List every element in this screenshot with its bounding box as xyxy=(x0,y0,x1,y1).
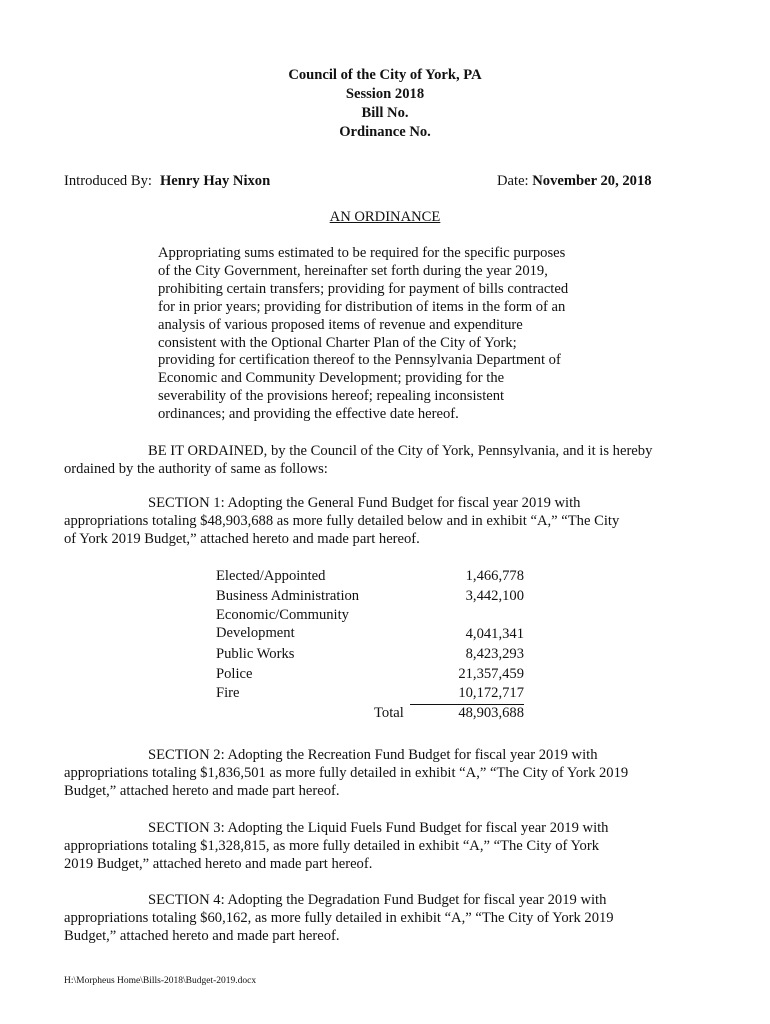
ordinance-number-line: Ordinance No. xyxy=(339,124,431,140)
budget-row xyxy=(214,606,524,645)
total-label: Total xyxy=(374,704,404,721)
budget-row xyxy=(214,567,524,587)
section-4-paragraph: SECTION 4: Adopting the Degradation Fund Budget for fiscal year 2019 with appropriations totaling $60,162, as more fully detailed in exhibit “A,” “The City of York 2019 Budget,” attached hereto and made part hereof. xyxy=(64,892,614,944)
budget-value: 1,466,778 xyxy=(465,568,524,584)
council-title: Council of the City of York, PA xyxy=(288,67,482,83)
ordinance-title: AN ORDINANCE xyxy=(329,209,441,225)
date-line xyxy=(497,172,652,190)
purpose-line: for in prior years; providing for distribution of items in the form of an xyxy=(158,298,566,315)
purpose-line: severability of the provisions hereof; repealing inconsistent xyxy=(158,388,505,405)
budget-row xyxy=(214,684,524,704)
purpose-paragraph xyxy=(158,245,598,424)
section-2-paragraph: SECTION 2: Adopting the Recreation Fund Budget for fiscal year 2019 with appropriations totaling $1,836,501 as more fully detailed in exhibit “A,” “The City of York 2019 Budget,” attached hereto and made part hereof. xyxy=(64,747,629,799)
budget-value: 8,423,293 xyxy=(465,646,524,663)
purpose-line: of the City Government, hereinafter set forth during the year 2019, xyxy=(158,262,548,279)
purpose-line: providing for certification thereof to the Pennsylvania Department of xyxy=(158,352,561,369)
budget-row xyxy=(214,665,524,685)
budget-value: 3,442,100 xyxy=(465,587,524,604)
budget-label: Economic/Community xyxy=(216,607,349,624)
ordained-paragraph: BE IT ORDAINED, by the Council of the City of York, Pennsylvania, and it is hereby ordained by the authority of same as follows: xyxy=(64,443,653,477)
budget-row xyxy=(214,587,524,607)
budget-value: 21,357,459 xyxy=(458,665,524,682)
section-1-paragraph: SECTION 1: Adopting the General Fund Budget for fiscal year 2019 with appropriations totaling $48,903,688 as more fully detailed below and in exhibit “A,” “The City of York 2019 Budget,” attached hereto and made part hereof. xyxy=(64,495,620,547)
budget-value: 10,172,717 xyxy=(458,685,524,702)
budget-label: Police xyxy=(216,665,253,682)
document-header xyxy=(0,66,770,142)
budget-label: Business Administration xyxy=(216,587,360,604)
purpose-line: ordinances; and providing the effective date hereof. xyxy=(158,406,459,423)
budget-label: Elected/Appointed xyxy=(216,568,326,584)
general-fund-budget-table xyxy=(214,567,524,724)
budget-value: 4,041,341 xyxy=(465,626,524,643)
budget-row xyxy=(214,645,524,665)
budget-total-row xyxy=(214,704,524,724)
date-label: Date: xyxy=(497,173,529,189)
bill-number-line: Bill No. xyxy=(361,105,409,121)
budget-label: Public Works xyxy=(216,646,295,663)
file-path-footer: H:\Morpheus Home\Bills-2018\Budget-2019.docx xyxy=(64,976,257,986)
date-value: November 20, 2018 xyxy=(532,173,652,189)
introduced-by-label: Introduced By: xyxy=(64,173,152,189)
budget-label-continued: Development xyxy=(216,625,295,642)
purpose-line: consistent with the Optional Charter Plan of the City of York; xyxy=(158,334,517,351)
section-3-paragraph: SECTION 3: Adopting the Liquid Fuels Fund Budget for fiscal year 2019 with appropriations totaling $1,328,815, as more fully detailed in exhibit “A,” “The City of York 2019 Budget,” attached hereto and made part hereof. xyxy=(64,820,609,872)
purpose-line: analysis of various proposed items of revenue and expenditure xyxy=(158,316,523,333)
purpose-line: prohibiting certain transfers; providing for payment of bills contracted xyxy=(158,280,569,297)
purpose-line: Appropriating sums estimated to be required for the specific purposes xyxy=(158,245,566,261)
introduced-by xyxy=(64,172,270,190)
session-line: Session 2018 xyxy=(345,86,425,102)
introducer-name: Henry Hay Nixon xyxy=(159,173,271,189)
budget-label: Fire xyxy=(216,685,240,702)
purpose-line: Economic and Community Development; providing for the xyxy=(158,370,505,387)
total-value: 48,903,688 xyxy=(458,704,524,721)
